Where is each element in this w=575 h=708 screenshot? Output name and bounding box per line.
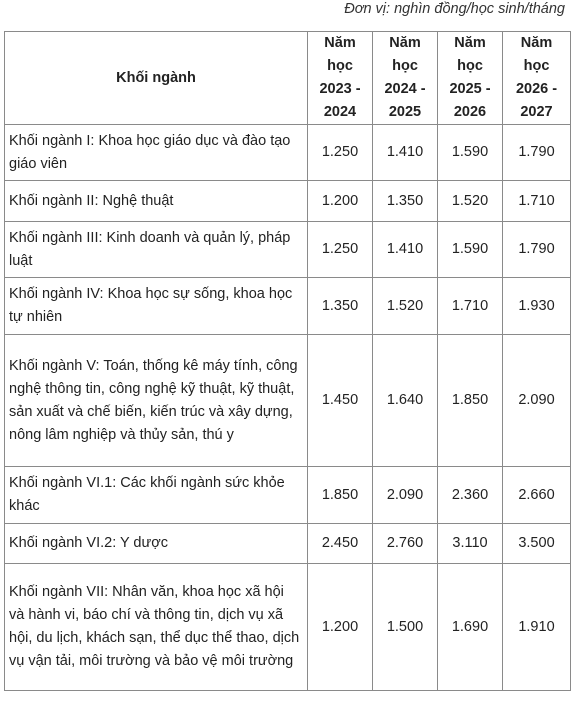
unit-note: Đơn vị: nghìn đồng/học sinh/tháng	[344, 1, 565, 17]
table-row	[5, 181, 571, 222]
row-value: 1.250	[308, 222, 373, 278]
row-value: 3.500	[503, 524, 571, 564]
header-year: Năm học 2023 - 2024	[308, 32, 373, 125]
row-value: 1.930	[503, 278, 571, 335]
row-value: 1.710	[438, 278, 503, 335]
table-row	[5, 564, 571, 691]
row-value: 1.790	[503, 222, 571, 278]
row-value: 1.250	[308, 125, 373, 181]
header-year: Năm học 2025 - 2026	[438, 32, 503, 125]
row-value: 1.200	[308, 564, 373, 691]
row-value: 1.850	[438, 335, 503, 467]
row-name: Khối ngành VII: Nhân văn, khoa học xã hội và hành vi, báo chí và thông tin, dịch vụ xã hội, du lịch, khách sạn, thể dục thể thao, dịch vụ vận tải, môi trường và bảo vệ môi trường	[5, 564, 308, 691]
row-name: Khối ngành IV: Khoa học sự sống, khoa học tự nhiên	[5, 278, 308, 335]
row-value: 1.350	[308, 278, 373, 335]
row-value: 1.910	[503, 564, 571, 691]
row-name: Khối ngành III: Kinh doanh và quản lý, pháp luật	[5, 222, 308, 278]
row-value: 1.710	[503, 181, 571, 222]
row-value: 1.640	[373, 335, 438, 467]
row-value: 2.660	[503, 467, 571, 524]
row-value: 2.450	[308, 524, 373, 564]
row-value: 1.410	[373, 125, 438, 181]
table-row	[5, 524, 571, 564]
row-value: 1.450	[308, 335, 373, 467]
row-value: 1.850	[308, 467, 373, 524]
table-row	[5, 467, 571, 524]
row-name: Khối ngành II: Nghệ thuật	[5, 181, 308, 222]
row-value: 1.590	[438, 125, 503, 181]
row-value: 1.410	[373, 222, 438, 278]
row-value: 2.090	[503, 335, 571, 467]
table-row	[5, 335, 571, 467]
row-value: 1.200	[308, 181, 373, 222]
row-value: 2.090	[373, 467, 438, 524]
row-value: 2.760	[373, 524, 438, 564]
row-name: Khối ngành I: Khoa học giáo dục và đào tạo giáo viên	[5, 125, 308, 181]
table-row	[5, 222, 571, 278]
row-value: 1.520	[438, 181, 503, 222]
row-name: Khối ngành V: Toán, thống kê máy tính, công nghệ thông tin, công nghệ kỹ thuật, kỹ thuật, sản xuất và chế biến, kiến trúc và xây dựng, nông lâm nghiệp và thủy sản, thú y	[5, 335, 308, 467]
table-header-row	[5, 32, 571, 125]
row-value: 1.590	[438, 222, 503, 278]
row-value: 3.110	[438, 524, 503, 564]
header-year: Năm học 2026 - 2027	[503, 32, 571, 125]
row-name: Khối ngành VI.2: Y dược	[5, 524, 308, 564]
header-year: Năm học 2024 - 2025	[373, 32, 438, 125]
row-name: Khối ngành VI.1: Các khối ngành sức khỏe khác	[5, 467, 308, 524]
row-value: 1.690	[438, 564, 503, 691]
tuition-table	[4, 31, 571, 691]
row-value: 1.350	[373, 181, 438, 222]
row-value: 1.500	[373, 564, 438, 691]
header-group: Khối ngành	[5, 32, 308, 125]
table-row	[5, 278, 571, 335]
row-value: 1.520	[373, 278, 438, 335]
row-value: 1.790	[503, 125, 571, 181]
row-value: 2.360	[438, 467, 503, 524]
table-row	[5, 125, 571, 181]
